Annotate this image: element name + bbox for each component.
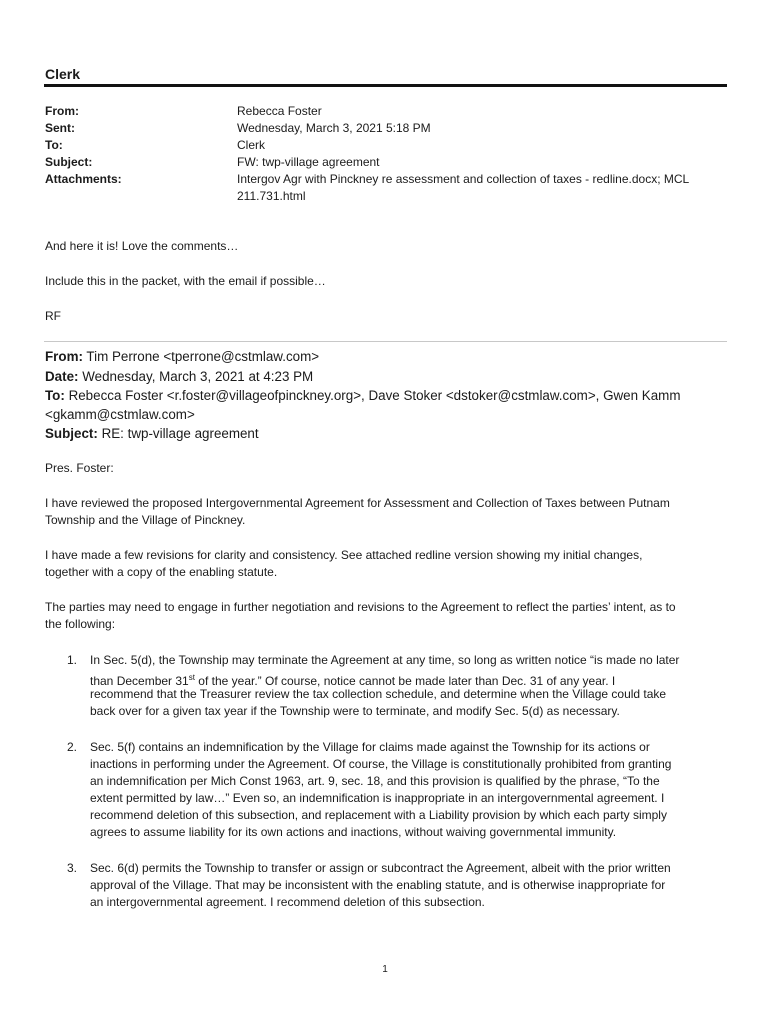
body-line-2: Include this in the packet, with the email if possible…	[45, 274, 326, 288]
letter-p2-line-2: together with a copy of the enabling statute.	[45, 565, 278, 579]
header-subject-label: Subject:	[45, 155, 93, 169]
header-subject-value: FW: twp-village agreement	[237, 155, 380, 169]
list-item-line: recommend that the Treasurer review the tax collection schedule, and determine when the Village could take	[90, 687, 667, 701]
letter-p3-line-2: the following:	[45, 617, 116, 631]
list-item-line: Sec. 5(f) contains an indemnification by the Village for claims made against the Township for its actions or	[90, 740, 650, 754]
header-to-value: Clerk	[237, 138, 266, 152]
list-item-number: 2.	[67, 740, 78, 754]
fwd-to-row	[45, 386, 728, 405]
attachment-link-1[interactable]: Intergov Agr with Pinckney re assessment and collection of taxes - redline.docx; MCL	[237, 172, 690, 186]
fwd-subject-label: Subject:	[45, 426, 98, 441]
page-number: 1	[382, 964, 388, 975]
fwd-from-label: From:	[45, 349, 83, 364]
letter-p3-line-1: The parties may need to engage in further negotiation and revisions to the Agreement to reflect the parties’ intent, as to	[45, 600, 676, 614]
fwd-date-row	[45, 367, 728, 386]
list-item-line: an intergovernmental agreement. I recommend deletion of this subsection.	[90, 895, 485, 909]
header-sent-label: Sent:	[45, 121, 75, 135]
ordinal-superscript: st	[188, 673, 195, 682]
fwd-to-value: Rebecca Foster <r.foster@villageofpinckney.org>, Dave Stoker <dstoker@cstmlaw.com>, Gwen Kamm	[68, 388, 681, 403]
fwd-from-row	[45, 347, 728, 366]
list-item-line: approval of the Village. That may be inconsistent with the enabling statute, and is otherwise inappropriate for	[90, 878, 666, 892]
list-item-line: Sec. 6(d) permits the Township to transfer or assign or subcontract the Agreement, albeit with the prior written	[90, 861, 671, 875]
fwd-to-value-2: <gkamm@cstmlaw.com>	[45, 407, 195, 422]
letter-salutation: Pres. Foster:	[45, 461, 114, 475]
letter-p1-line-2: Township and the Village of Pinckney.	[45, 513, 246, 527]
fwd-to-label: To:	[45, 388, 65, 403]
fwd-subject-row	[45, 424, 728, 443]
title-divider	[44, 84, 727, 87]
forward-divider	[44, 341, 727, 342]
letter-p2-line-1: I have made a few revisions for clarity and consistency. See attached redline version showing my initial changes,	[45, 548, 643, 562]
list-item-line: back over for a given tax year if the Township were to terminate, and modify Sec. 5(d) as necessary.	[90, 704, 620, 718]
list-item-number: 1.	[67, 653, 78, 667]
fwd-date-value: Wednesday, March 3, 2021 at 4:23 PM	[82, 369, 314, 384]
list-item-line: recommend deletion of this subsection, and replacement with a Liability provision by which each party simply	[90, 808, 667, 822]
list-item-text: than December 31	[90, 674, 189, 688]
fwd-subject-value: RE: twp-village agreement	[101, 426, 259, 441]
fwd-from-value: Tim Perrone <tperrone@cstmlaw.com>	[86, 349, 320, 364]
list-item-line: an indemnification per Mich Const 1963, art. 9, sec. 18, and this provision is qualified by the phrase, “To the	[90, 774, 660, 788]
header-from-value: Rebecca Foster	[237, 104, 322, 118]
list-item-number: 3.	[67, 861, 78, 875]
list-item-line: inactions in performing under the Agreement. Of course, the Village is constitutionally prohibited from granting	[90, 757, 672, 771]
letter-p1-line-1: I have reviewed the proposed Intergovernmental Agreement for Assessment and Collection of Taxes between Putnam	[45, 496, 670, 510]
fwd-date-label: Date:	[45, 369, 79, 384]
fwd-to-row-2	[45, 405, 728, 424]
header-attachments-label: Attachments:	[45, 172, 122, 186]
list-item-line: extent permitted by law…” Even so, an indemnification is inappropriate in an intergovernmental agreement. I	[90, 791, 665, 805]
header-to-label: To:	[45, 138, 63, 152]
attachment-link-2[interactable]: 211.731.html	[237, 189, 306, 203]
mailbox-title: Clerk	[45, 66, 81, 82]
list-item-text: of the year.” Of course, notice cannot be made later than Dec. 31 of any year. I	[194, 674, 616, 688]
body-signature: RF	[45, 309, 61, 323]
list-item-line: agrees to assume liability for its own actions and inactions, without waiving governmental immunity.	[90, 825, 617, 839]
list-item-line: In Sec. 5(d), the Township may terminate the Agreement at any time, so long as written notice “is made no later	[90, 653, 680, 667]
body-line-1: And here it is! Love the comments…	[45, 239, 239, 253]
header-sent-value: Wednesday, March 3, 2021 5:18 PM	[237, 121, 431, 135]
header-from-label: From:	[45, 104, 79, 118]
